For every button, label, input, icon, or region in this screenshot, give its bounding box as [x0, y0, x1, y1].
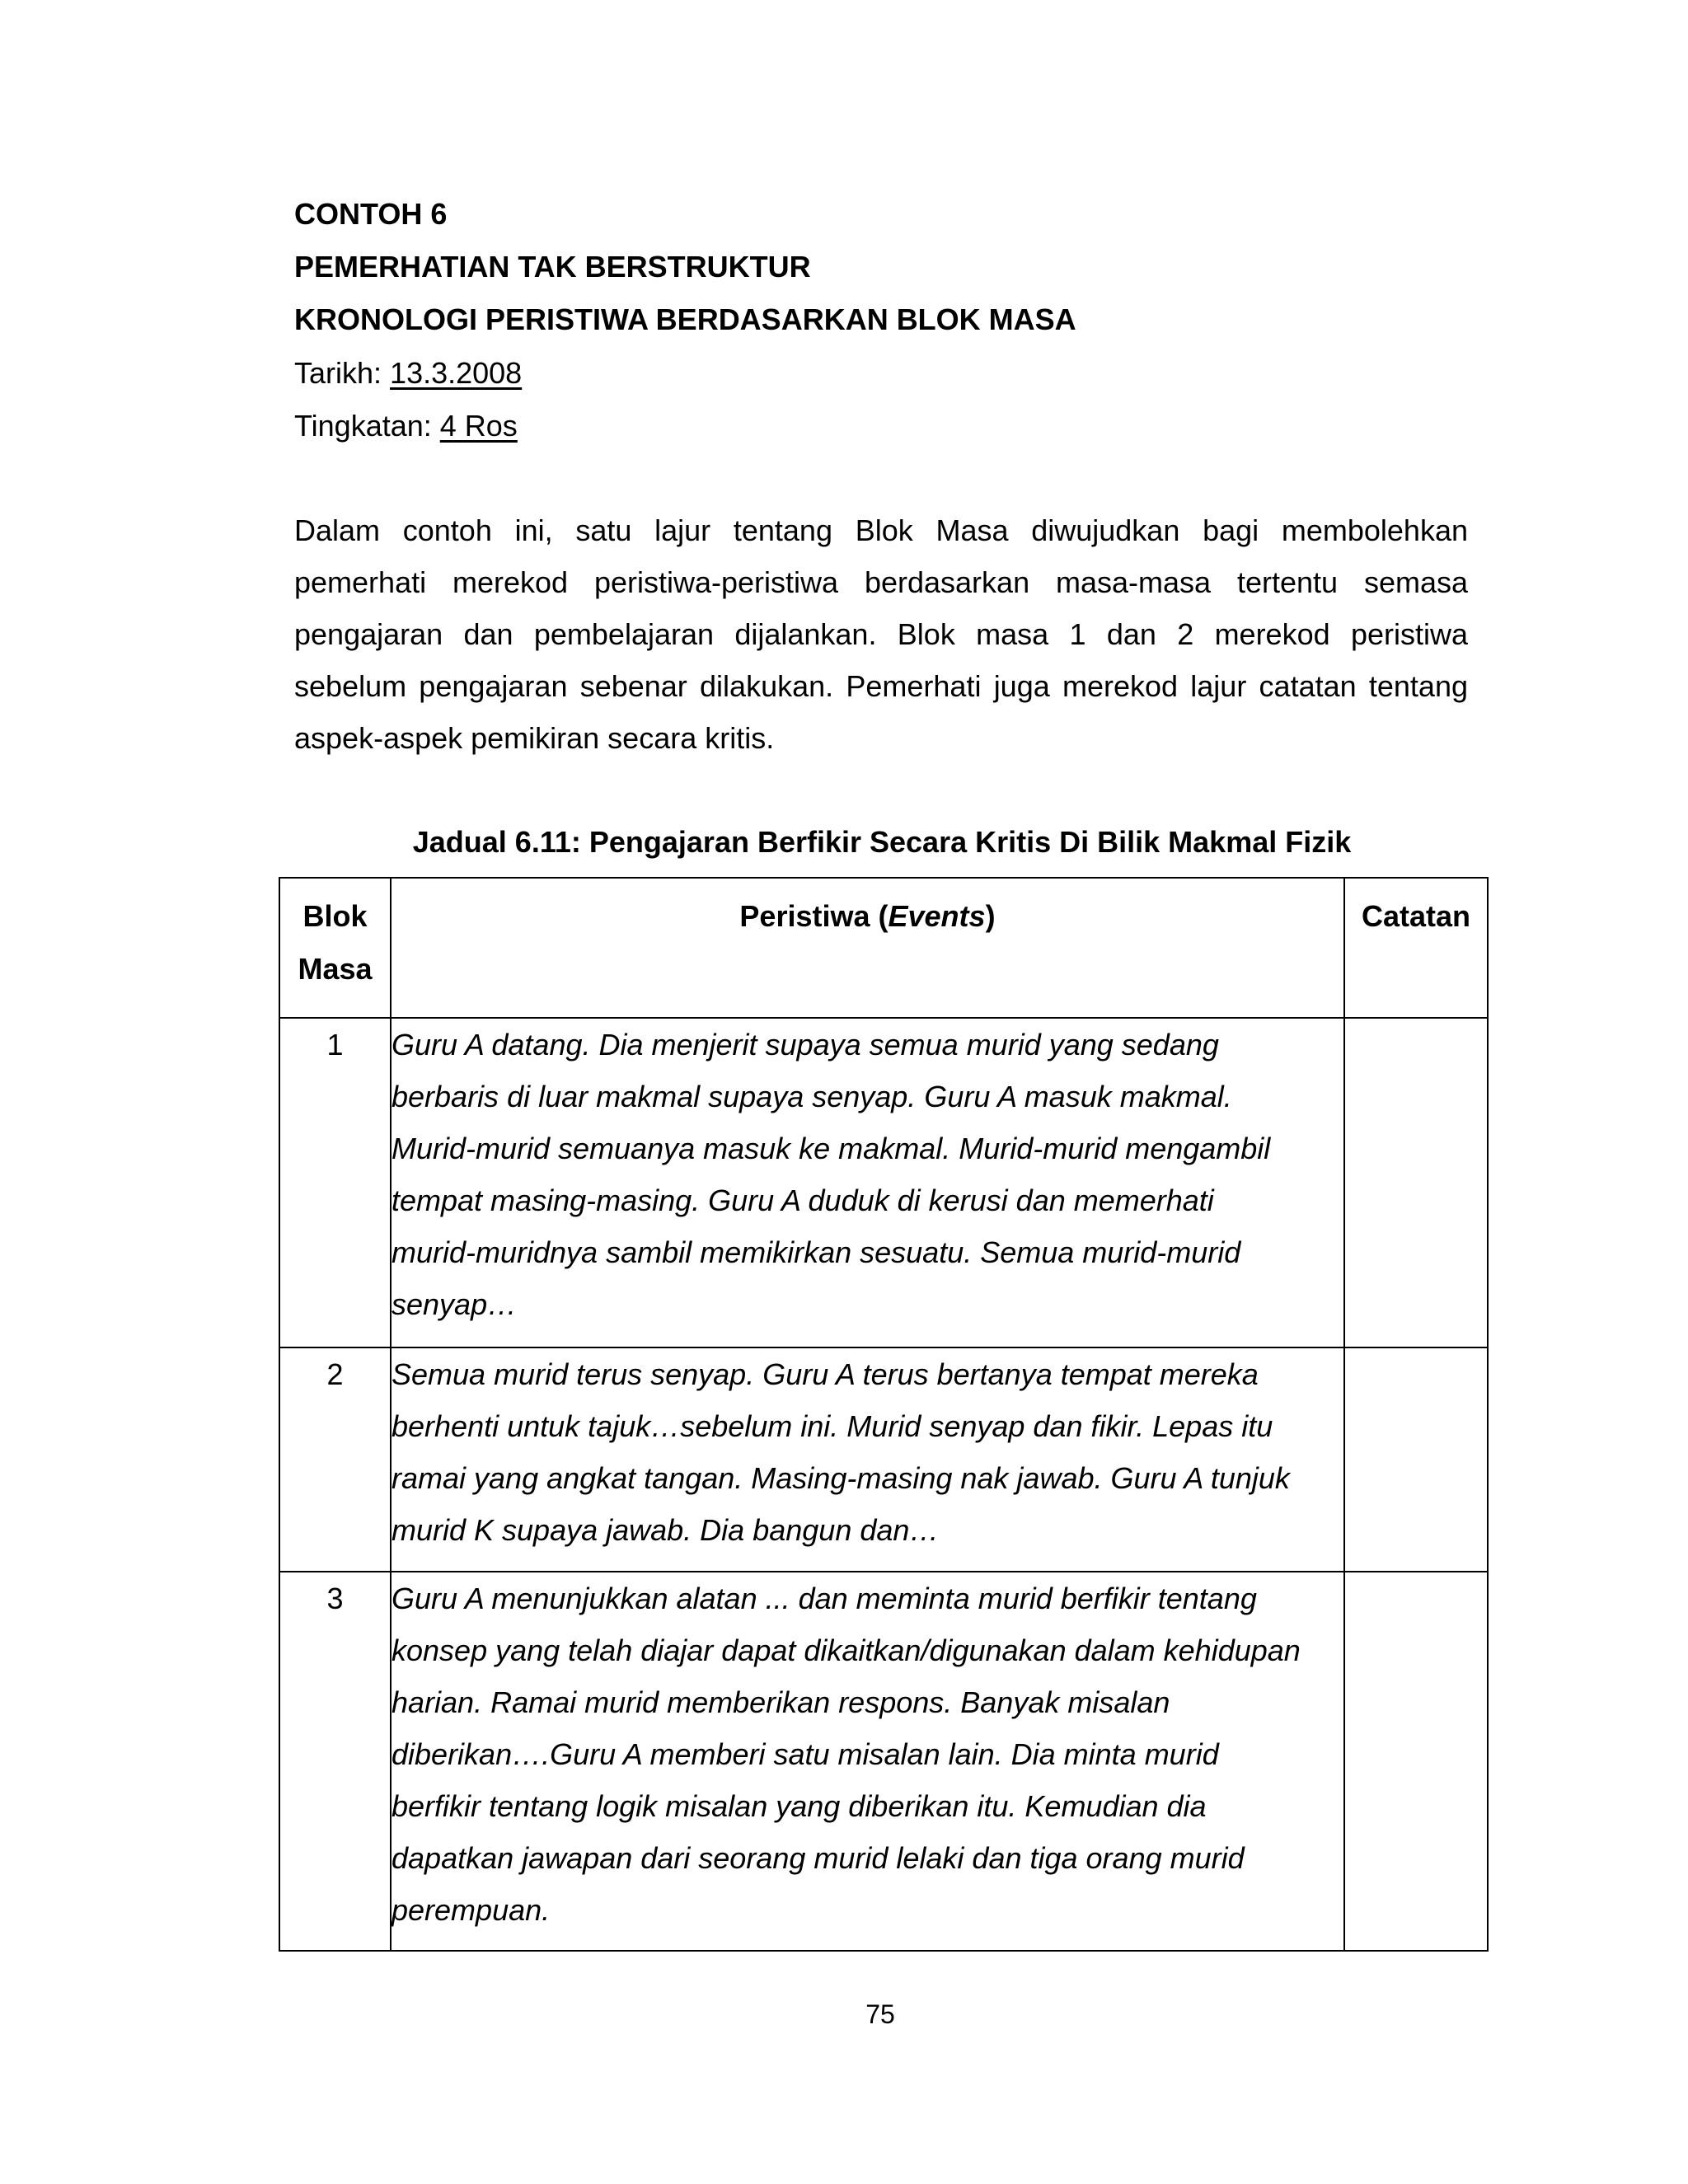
catatan-cell — [1344, 1572, 1488, 1951]
intro-line: pemerhati merekod peristiwa-peristiwa berdasarkan masa-masa tertentu semasa — [294, 565, 1468, 599]
form-line — [294, 410, 518, 443]
observation-table — [279, 877, 1489, 1952]
event-cell: Semua murid terus senyap. Guru A terus bertanya tempat mereka berhenti untuk tajuk…sebelum ini. Murid senyap dan fikir. Lepas itu ramai yang angkat tangan. Masing-masing nak jawab. Guru A tunjuk murid K supaya jawab. Dia bangun dan… — [391, 1347, 1344, 1572]
intro-line: aspek-aspek pemikiran secara kritis. — [294, 721, 775, 755]
blok-number: 2 — [279, 1347, 391, 1572]
event-cell: Guru A datang. Dia menjerit supaya semua murid yang sedang berbaris di luar makmal supaya senyap. Guru A masuk makmal. Murid-murid semuanya masuk ke makmal. Murid-murid mengambil tempat masing-masing. Guru A duduk di kerusi dan memerhati murid-muridnya sambil memikirkan sesuatu. Semua murid-murid senyap… — [391, 1018, 1344, 1347]
date-value: 13.3.2008 — [390, 356, 523, 390]
table-row — [279, 1572, 1488, 1951]
page-number: 75 — [865, 1999, 895, 2029]
subsection-title: KRONOLOGI PERISTIWA BERDASARKAN BLOK MASA — [294, 302, 1076, 336]
section-title: PEMERHATIAN TAK BERSTRUKTUR — [294, 250, 811, 284]
catatan-cell — [1344, 1018, 1488, 1347]
table-row — [279, 1018, 1488, 1347]
table-header-row — [279, 878, 1488, 1018]
table-caption: Jadual 6.11: Pengajaran Berfikir Secara Kritis Di Bilik Makmal Fizik — [412, 825, 1352, 859]
catatan-cell — [1344, 1347, 1488, 1572]
intro-line: sebelum pengajaran sebenar dilakukan. Pemerhati juga merekod lajur catatan tentang — [294, 669, 1468, 703]
header-peristiwa: Peristiwa (Events) — [391, 878, 1344, 1018]
intro-paragraph — [294, 504, 1468, 764]
blok-number: 3 — [279, 1572, 391, 1951]
header-catatan: Catatan — [1344, 878, 1488, 1018]
form-label: Tingkatan: — [294, 409, 440, 443]
intro-line: pengajaran dan pembelajaran dijalankan. Blok masa 1 dan 2 merekod peristiwa — [294, 617, 1468, 651]
header-blok-masa: Blok Masa — [279, 878, 391, 1018]
date-line — [294, 357, 522, 390]
table-row — [279, 1347, 1488, 1572]
example-title: CONTOH 6 — [294, 197, 448, 231]
form-value: 4 Ros — [439, 409, 518, 443]
event-cell: Guru A menunjukkan alatan ... dan meminta murid berfikir tentang konsep yang telah diajar dapat dikaitkan/digunakan dalam kehidupan harian. Ramai murid memberikan respons. Banyak misalan diberikan….Guru A memberi satu misalan lain. Dia minta murid berfikir tentang logik misalan yang diberikan itu. Kemudian dia dapatkan jawapan dari seorang murid lelaki dan tiga orang murid perempuan. — [391, 1572, 1344, 1951]
date-label: Tarikh: — [294, 356, 391, 390]
blok-number: 1 — [279, 1018, 391, 1347]
intro-line: Dalam contoh ini, satu lajur tentang Blok Masa diwujudkan bagi membolehkan — [294, 513, 1468, 547]
